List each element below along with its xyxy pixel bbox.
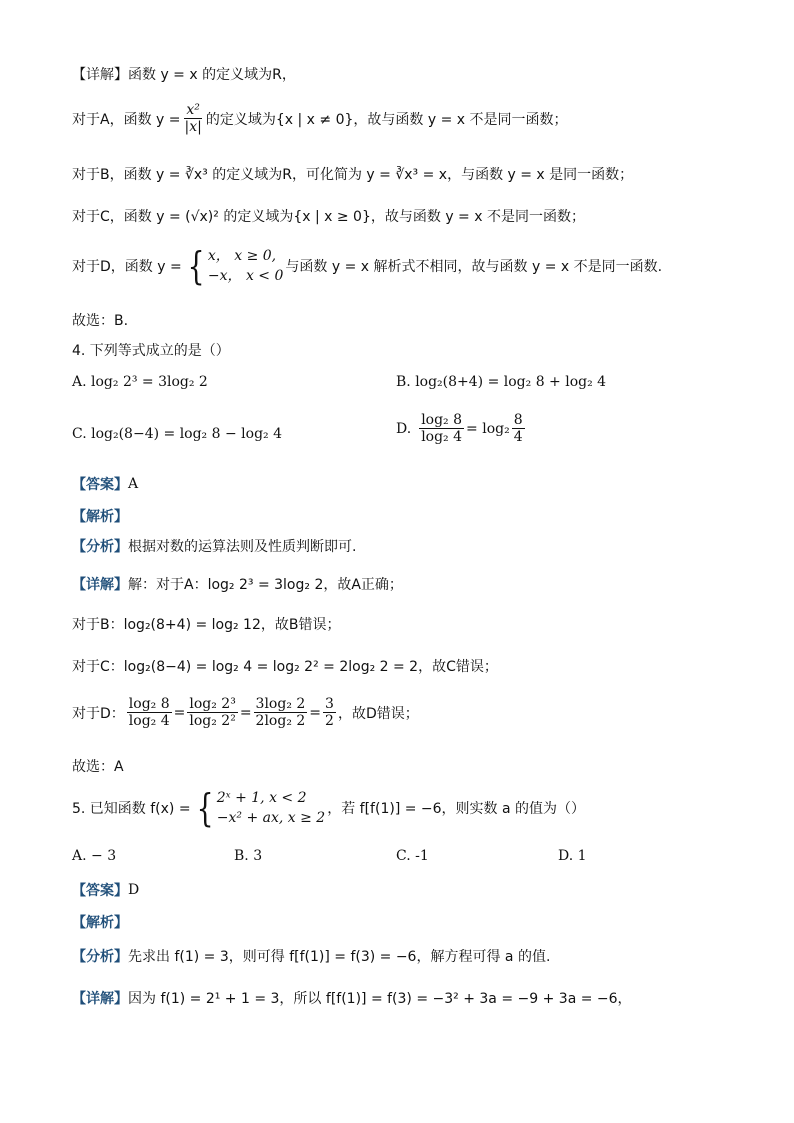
fraction bbox=[127, 696, 172, 729]
choice-line-4 bbox=[72, 756, 124, 776]
answer-value: D bbox=[128, 882, 140, 898]
q5-option-c bbox=[396, 848, 429, 864]
option-d-analysis bbox=[72, 246, 662, 286]
case-2: −x² + ax, x ≥ 2 bbox=[216, 810, 326, 826]
detail-line-1 bbox=[72, 64, 296, 84]
option-text: B. log₂(8+4) = log₂ 8 + log₂ 4 bbox=[396, 374, 607, 390]
text: 对于B，函数 y = ∛x³ 的定义域为R，可化简为 y = ∛x³ = x，与函数 y = x 是同一函数； bbox=[72, 167, 634, 183]
numerator: log₂ 8 bbox=[421, 412, 463, 428]
case-1: x， x ≥ 0, bbox=[207, 248, 277, 264]
summary-text: 先求出 f(1) = 3，则可得 f[f(1)] = f(3) = −6，解方程可得 a 的值. bbox=[128, 949, 551, 965]
numerator: 3 bbox=[325, 696, 334, 712]
text: 的定义域为{x | x ≠ 0}，故与函数 y = x 不是同一函数； bbox=[205, 111, 568, 128]
numerator: x² bbox=[186, 102, 200, 118]
fraction bbox=[323, 696, 336, 729]
equals: = bbox=[309, 704, 322, 721]
q5-option-b bbox=[234, 848, 262, 864]
denominator: 4 bbox=[513, 429, 523, 445]
detail-4-d bbox=[72, 696, 419, 729]
analysis-5-summary bbox=[72, 946, 550, 966]
summary-text: 根据对数的运算法则及性质判断即可. bbox=[128, 539, 357, 555]
case-1: 2ˣ + 1, x < 2 bbox=[216, 790, 307, 806]
answer-5 bbox=[72, 880, 139, 900]
analysis-4-header bbox=[72, 506, 128, 526]
numerator: 3log₂ 2 bbox=[255, 696, 306, 712]
text: ，若 f[f(1)] = −6，则实数 a 的值为（） bbox=[327, 801, 586, 817]
detail-4-c bbox=[72, 656, 498, 676]
q4-option-c bbox=[72, 426, 282, 442]
analysis-tag: 【解析】 bbox=[72, 509, 128, 525]
detail-tag: 【详解】 bbox=[72, 577, 128, 593]
q4-option-a bbox=[72, 374, 208, 390]
denominator: 2 bbox=[325, 713, 334, 729]
text: 故选：B. bbox=[72, 313, 129, 329]
denominator: log₂ 2² bbox=[189, 713, 236, 729]
denominator: 2log₂ 2 bbox=[255, 713, 306, 729]
text: ，故D错误； bbox=[337, 705, 419, 722]
text: 与函数 y = x 解析式不相同，故与函数 y = x 不是同一函数. bbox=[285, 259, 663, 275]
option-text: A. log₂ 2³ = 3log₂ 2 bbox=[72, 374, 208, 390]
option-label: D. bbox=[396, 420, 412, 437]
q5-option-a bbox=[72, 848, 116, 864]
option-text: C. -1 bbox=[396, 848, 429, 864]
answer-tag: 【答案】 bbox=[72, 883, 128, 899]
analysis-tag: 【解析】 bbox=[72, 915, 128, 931]
summary-tag: 【分析】 bbox=[72, 539, 128, 555]
text: 对于D，函数 y = bbox=[72, 259, 182, 275]
denominator: log₂ 4 bbox=[421, 429, 463, 445]
detail-text: 对于C：log₂(8−4) = log₂ 4 = log₂ 2² = 2log₂ 2 = 2，故C错误； bbox=[72, 659, 498, 675]
case-2: −x， x < 0 bbox=[207, 268, 284, 284]
choice-line-3 bbox=[72, 310, 128, 330]
numerator: 8 bbox=[513, 412, 523, 428]
summary-tag: 【分析】 bbox=[72, 949, 128, 965]
option-text: C. log₂(8−4) = log₂ 8 − log₂ 4 bbox=[72, 426, 282, 442]
denominator: |x| bbox=[184, 119, 202, 135]
answer-4 bbox=[72, 474, 138, 494]
answer-value: A bbox=[128, 476, 139, 492]
detail-4-b bbox=[72, 614, 340, 634]
text: 对于C，函数 y = (√x)² 的定义域为{x | x ≥ 0}，故与函数 y = x 不是同一函数； bbox=[72, 209, 585, 225]
option-a-analysis bbox=[72, 102, 567, 135]
detail-text: 解：对于A：log₂ 2³ = 3log₂ 2，故A正确； bbox=[128, 577, 403, 593]
option-b-analysis bbox=[72, 164, 633, 184]
q4-option-d bbox=[396, 412, 527, 445]
option-text: A. − 3 bbox=[72, 848, 117, 864]
option-text: D. 1 bbox=[558, 848, 587, 864]
piecewise bbox=[184, 246, 284, 286]
text: 对于A，函数 y = bbox=[72, 111, 181, 128]
text: 对于D： bbox=[72, 705, 125, 722]
numerator: log₂ 2³ bbox=[189, 696, 236, 712]
question-text: 4. 下列等式成立的是（） bbox=[72, 343, 230, 359]
detail-tag: 【详解】 bbox=[72, 991, 128, 1007]
brace-glyph: { bbox=[196, 786, 214, 830]
analysis-4-summary bbox=[72, 536, 356, 556]
q4-option-b bbox=[396, 374, 606, 390]
fraction bbox=[419, 412, 464, 445]
option-text: B. 3 bbox=[234, 848, 263, 864]
fraction bbox=[183, 102, 204, 135]
fraction bbox=[254, 696, 308, 729]
denominator: log₂ 4 bbox=[128, 713, 170, 729]
fraction bbox=[187, 696, 237, 729]
detail-text: 因为 f(1) = 2¹ + 1 = 3，所以 f[f(1)] = f(3) = −3² + 3a = −9 + 3a = −6， bbox=[128, 991, 632, 1007]
detail-5 bbox=[72, 988, 632, 1008]
equals: = bbox=[173, 704, 186, 721]
text: 故选：A bbox=[72, 759, 124, 775]
detail-text: 对于B：log₂(8+4) = log₂ 12，故B错误； bbox=[72, 617, 341, 633]
question-5 bbox=[72, 788, 585, 828]
equals: = bbox=[239, 704, 252, 721]
q5-option-d bbox=[558, 848, 587, 864]
option-c-analysis bbox=[72, 206, 585, 226]
text: 5. 已知函数 f(x) = bbox=[72, 801, 191, 817]
analysis-5-header bbox=[72, 912, 128, 932]
question-4 bbox=[72, 340, 230, 360]
fraction bbox=[512, 412, 525, 445]
detail-4-a bbox=[72, 574, 403, 594]
piecewise bbox=[193, 788, 326, 828]
equation-mid: = log₂ bbox=[466, 420, 510, 437]
brace-glyph: { bbox=[187, 244, 205, 288]
numerator: log₂ 8 bbox=[128, 696, 170, 712]
answer-tag: 【答案】 bbox=[72, 477, 128, 493]
detail-text: 【详解】函数 y = x 的定义域为R， bbox=[72, 67, 296, 83]
